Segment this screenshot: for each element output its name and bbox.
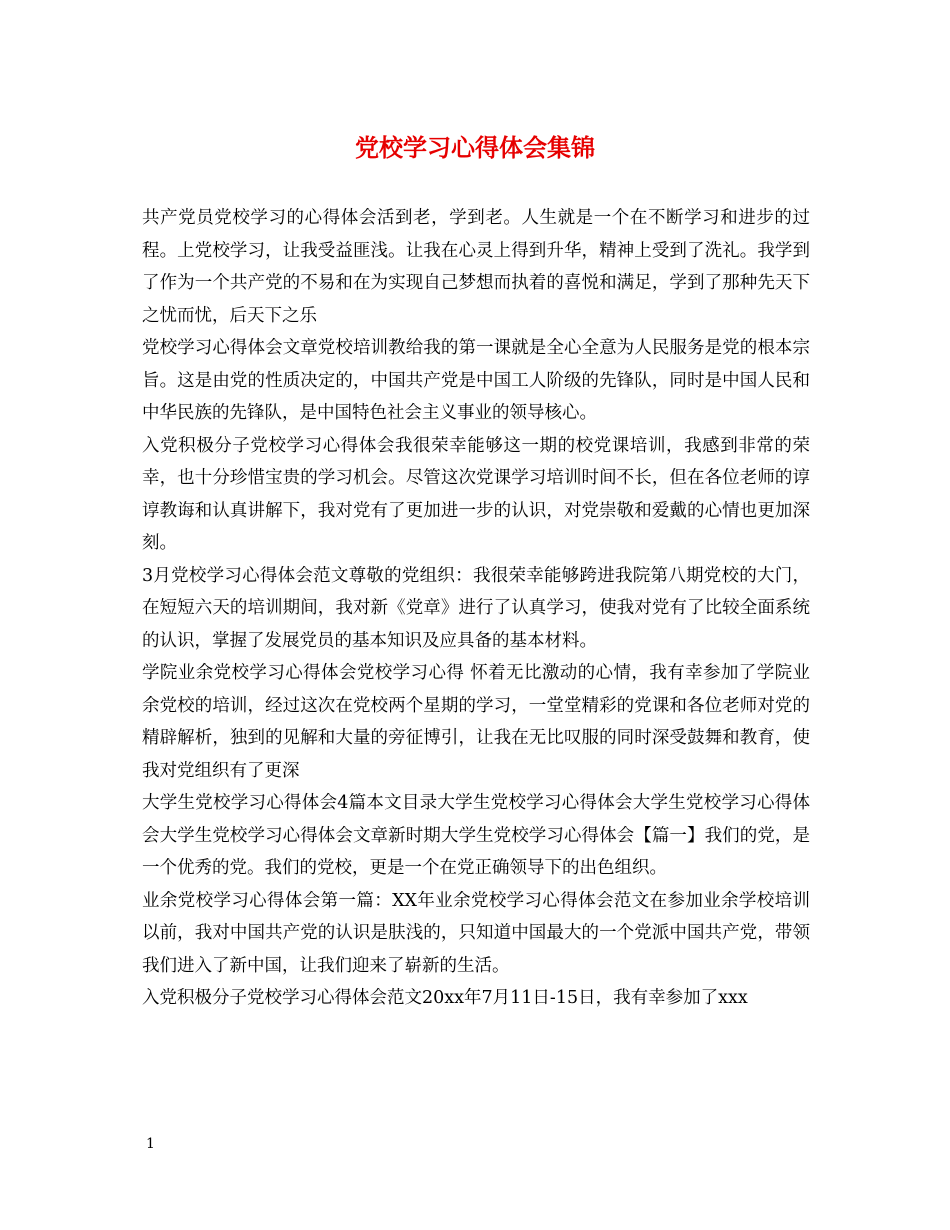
paragraph-5: 学院业余党校学习心得体会党校学习心得 怀着无比激动的心情，我有幸参加了学院业余党校的培训，经过这次在党校两个星期的学习，一堂堂精彩的党课和各位老师对党的精辟解析，独到的见解和大量的旁征博引，让我在无比叹服的同时深受鼓舞和教育，使我对党组织有了更深 bbox=[142, 663, 810, 781]
paragraph-7: 业余党校学习心得体会第一篇：XX年业余党校学习心得体会范文在参加业余学校培训以前，我对中国共产党的认识是肤浅的，只知道中国最大的一个党派中国共产党，带领我们进入了新中国，让我们迎来了崭新的生活。 bbox=[142, 890, 810, 976]
paragraph-3: 入党积极分子党校学习心得体会我很荣幸能够这一期的校党课培训，我感到非常的荣幸，也十分珍惜宝贵的学习机会。尽管这次党课学习培训时间不长，但在各位老师的谆谆教诲和认真讲解下，我对党有了更加进一步的认识，对党崇敬和爱戴的心情也更加深刻。 bbox=[142, 435, 810, 553]
paragraph-2: 党校学习心得体会文章党校培训教给我的第一课就是全心全意为人民服务是党的根本宗旨。这是由党的性质决定的，中国共产党是中国工人阶级的先锋队，同时是中国人民和中华民族的先锋队，是中国特色社会主义事业的领导核心。 bbox=[142, 338, 810, 423]
document-title: 党校学习心得体会集锦 bbox=[355, 133, 595, 162]
paragraph-6: 大学生党校学习心得体会4篇本文目录大学生党校学习心得体会大学生党校学习心得体会大学生党校学习心得体会文章新时期大学生党校学习心得体会【篇一】我们的党，是一个优秀的党。我们的党校，更是一个在党正确领导下的出色组织。 bbox=[142, 793, 810, 878]
page-number: 1 bbox=[146, 1136, 155, 1152]
paragraph-8: 入党积极分子党校学习心得体会范文20xx年7月11日-15日，我有幸参加了xxx bbox=[142, 988, 748, 1008]
paragraph-1: 共产党员党校学习的心得体会活到老，学到老。人生就是一个在不断学习和进步的过程。上党校学习，让我受益匪浅。让我在心灵上得到升华，精神上受到了洗礼。我学到了作为一个共产党的不易和在为实现自己梦想而执着的喜悦和满足，学到了那种先天下之忧而忧，后天下之乐 bbox=[142, 208, 810, 326]
paragraph-4: 3月党校学习心得体会范文尊敬的党组织：我很荣幸能够跨进我院第八期党校的大门，在短短六天的培训期间，我对新《党章》进行了认真学习，使我对党有了比较全面系统的认识，掌握了发展党员的基本知识及应具备的基本材料。 bbox=[142, 565, 810, 651]
document-body bbox=[142, 202, 810, 1015]
